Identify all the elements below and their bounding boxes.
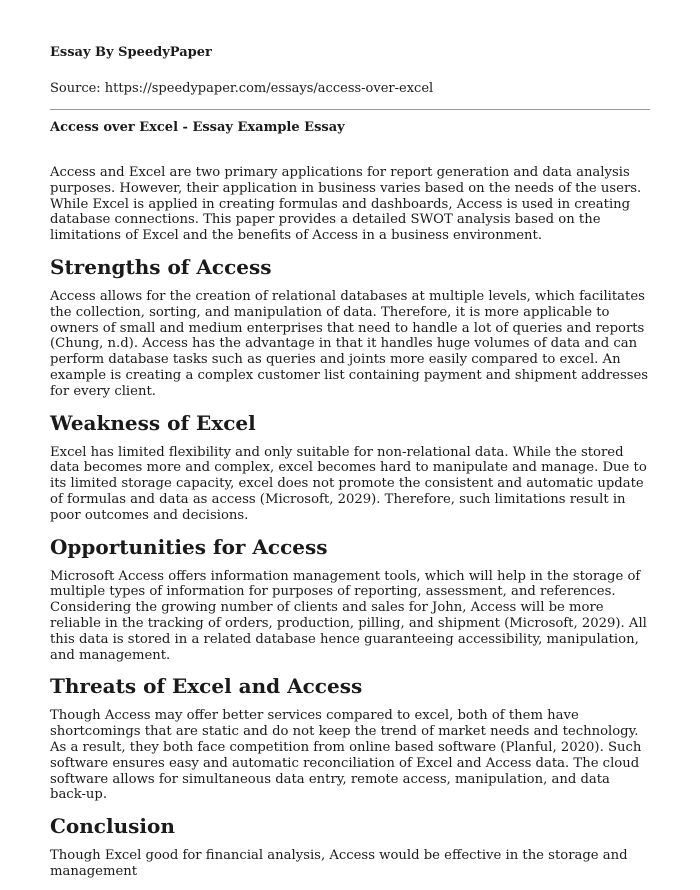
header-divider [50, 109, 650, 110]
section-heading-opportunities: Opportunities for Access [50, 534, 328, 559]
document-header [50, 44, 650, 98]
section-body-strengths: Access allows for the creation of relational databases at multiple levels, which facilitates the collection, sorting, and manipulation of data. Therefore, it is more applicable to owners of small and medium enterprises that need to handle a lot of queries and reports (Chung, n.d). Access has the advantage in that it handles huge volumes of data and can perform database tasks such as queries and joints more easily compared to excel. An example is creating a complex customer list containing payment and shipment addresses for every client. [50, 288, 649, 399]
intro-paragraph: Access and Excel are two primary applications for report generation and data analysis purposes. However, their application in business varies based on the needs of the users. While Excel is applied in creating formulas and dashboards, Access is used in creating database connections. This paper provides a detailed SWOT analysis based on the limitations of Excel and the benefits of Access in a business environment. [50, 165, 642, 244]
section-heading-threats: Threats of Excel and Access [50, 674, 363, 699]
essay-body [50, 165, 650, 890]
section-body-conclusion: Though Excel good for financial analysis, Access would be effective in the storage and management [50, 848, 628, 879]
source-line: Source: https://speedypaper.com/essays/access-over-excel [50, 81, 434, 96]
section-heading-conclusion: Conclusion [50, 814, 175, 839]
section-heading-strengths: Strengths of Access [50, 254, 272, 279]
section-body-threats: Though Access may offer better services compared to excel, both of them have shortcomings that are static and do not keep the trend of market needs and technology. As a result, they both face competition from online based software (Planful, 2020). Such software ensures easy and automatic reconciliation of Excel and Access data. The cloud software allows for simultaneous data entry, remote access, manipulation, and data back-up. [50, 708, 642, 803]
section-body-weakness: Excel has limited flexibility and only suitable for non-relational data. While the stored data becomes more and complex, excel becomes hard to manipulate and manage. Due to its limited storage capacity, excel does not promote the consistent and automatic update of formulas and data as access (Microsoft, 2029). Therefore, such limitations result in poor outcomes and decisions. [50, 444, 647, 523]
essay-title: Access over Excel - Essay Example Essay [50, 120, 345, 135]
section-body-opportunities: Microsoft Access offers information management tools, which will help in the storage of multiple types of information for purposes of reporting, assessment, and references. Considering the growing number of clients and sales for John, Access will be more reliable in the tracking of orders, production, pilling, and shipment (Microsoft, 2029). All this data is stored in a related database hence guaranteeing accessibility, manipulation, and management. [50, 568, 647, 663]
brand-label: Essay By SpeedyPaper [50, 45, 212, 60]
section-heading-weakness: Weakness of Excel [50, 410, 256, 435]
